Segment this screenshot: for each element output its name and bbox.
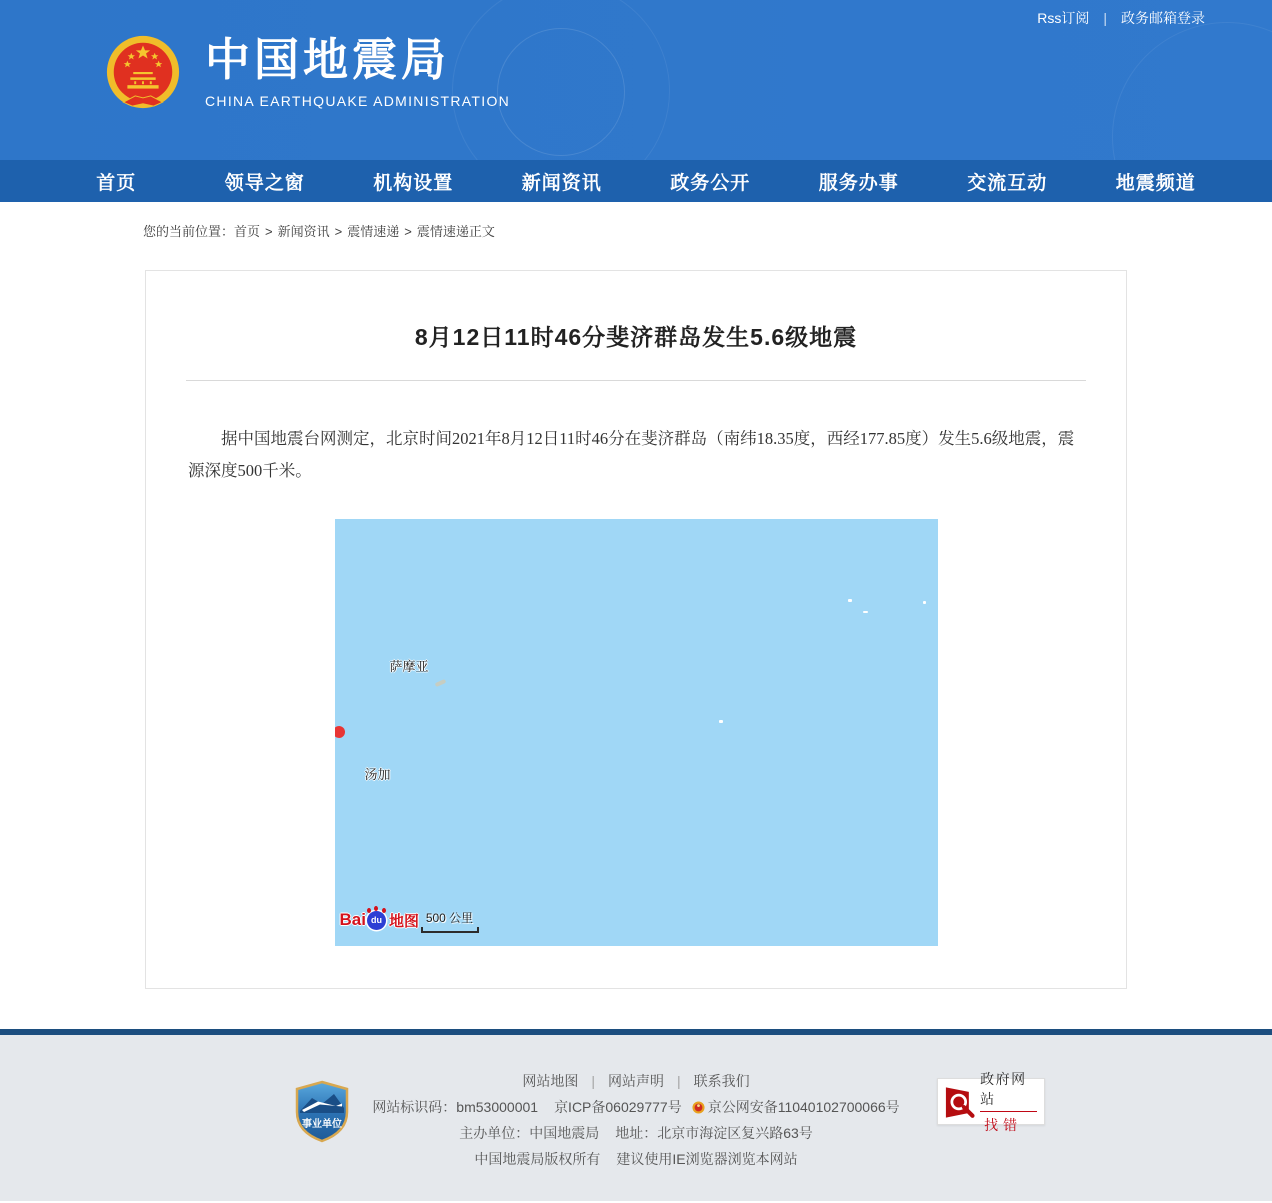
map-label-samoa: 萨摩亚: [389, 659, 429, 674]
map-island: [863, 611, 868, 613]
breadcrumb-separator: >: [265, 224, 273, 239]
map-scale-bar: [421, 927, 479, 933]
nav-item-services[interactable]: 服务办事: [818, 172, 899, 194]
map-island: [719, 720, 723, 723]
nav-item-eq-channel[interactable]: 地震频道: [1115, 172, 1196, 194]
nav-item-interaction[interactable]: 交流互动: [967, 172, 1048, 194]
site-title: 中国地震局: [205, 34, 451, 86]
magnifier-icon: [945, 1083, 976, 1121]
footer-copyright-row: [0, 1151, 1272, 1167]
copyright-text: 中国地震局版权所有: [474, 1151, 601, 1167]
footer-link-separator: |: [591, 1073, 595, 1089]
map-island: [923, 601, 926, 604]
brand-text: [205, 35, 510, 109]
site-brand[interactable]: [104, 33, 510, 111]
map-island: [434, 679, 446, 687]
article-body: 据中国地震台网测定，北京时间2021年8月12日11时46分在斐济群岛（南纬18.35度，西经177.85度）发生5.6级地震，震源深度500千米。: [188, 429, 1075, 480]
baidu-logo-bai: Bai: [339, 910, 366, 929]
baidu-logo-du: du: [370, 914, 382, 925]
map-scale: [421, 909, 479, 933]
breadcrumb-eq-express[interactable]: 震情速递: [347, 224, 400, 239]
header-top-links: [1037, 8, 1205, 28]
address-text: 地址：北京市海淀区复兴路63号: [615, 1125, 813, 1141]
breadcrumb-home[interactable]: 首页: [234, 224, 261, 239]
top-links-separator: |: [1103, 10, 1107, 26]
organizer-text: 主办单位：中国地震局: [459, 1125, 600, 1141]
title-divider: [186, 380, 1086, 381]
institution-shield-icon: [292, 1080, 352, 1144]
article-card: [145, 270, 1127, 989]
map-scale-label: 500 公里: [425, 911, 474, 925]
nav-item-structure[interactable]: 机构设置: [373, 172, 454, 194]
epicenter-marker: [335, 726, 345, 738]
error-badge-action: 找错: [984, 1116, 1023, 1133]
map-island: [848, 599, 852, 602]
map-label-tonga: 汤加: [364, 767, 391, 782]
breadcrumb-current: 震情速递正文: [416, 224, 495, 239]
nav-item-home[interactable]: 首页: [96, 172, 137, 194]
footer-center: [0, 1035, 1272, 1167]
baidu-logo-map-text: 地图: [388, 912, 419, 930]
site-header: [0, 0, 1272, 160]
baidu-map-logo[interactable]: [340, 909, 419, 931]
institution-badge-label: 事业单位: [302, 1119, 342, 1130]
browser-tip-text: 建议使用IE浏览器浏览本网站: [616, 1151, 798, 1167]
footer-statement-link[interactable]: 网站声明: [608, 1073, 664, 1089]
icp-license-link[interactable]: 京ICP备06029777号: [554, 1099, 682, 1115]
institution-badge[interactable]: [292, 1080, 352, 1149]
site-subtitle: CHINA EARTHQUAKE ADMINISTRATION: [205, 92, 511, 109]
police-registration-link[interactable]: 京公网安备11040102700066号: [707, 1099, 900, 1115]
site-id-code: 网站标识码：bm53000001: [372, 1099, 539, 1115]
baidu-paw-icon: [367, 911, 386, 930]
gov-mail-login-link[interactable]: 政务邮箱登录: [1121, 10, 1205, 26]
footer-sitemap-link[interactable]: 网站地图: [522, 1073, 579, 1089]
breadcrumb-separator: >: [404, 224, 412, 239]
footer-link-separator: |: [677, 1073, 681, 1089]
rss-subscribe-link[interactable]: Rss订阅: [1037, 10, 1090, 26]
national-emblem-icon: [104, 33, 182, 111]
breadcrumb-news[interactable]: 新闻资讯: [277, 224, 330, 239]
nav-item-news[interactable]: 新闻资讯: [521, 172, 602, 194]
error-badge-text: [980, 1069, 1037, 1135]
breadcrumb-separator: >: [334, 224, 343, 239]
error-badge-title: 政府网站: [980, 1069, 1037, 1112]
site-footer: [0, 1035, 1272, 1201]
header-deco-circle: [1112, 22, 1272, 160]
nav-item-gov-affairs[interactable]: 政务公开: [670, 172, 751, 194]
nav-item-leadership[interactable]: 领导之窗: [224, 172, 305, 194]
earthquake-map[interactable]: [335, 519, 938, 946]
footer-links-row: [0, 1073, 1272, 1089]
footer-registration-row: [0, 1099, 1272, 1115]
main-navigation: [0, 160, 1272, 202]
footer-contact-link[interactable]: 联系我们: [693, 1073, 750, 1089]
article-title: 8月12日11时46分斐济群岛发生5.6级地震: [414, 324, 858, 350]
gov-error-report-badge[interactable]: [937, 1070, 1045, 1133]
breadcrumb: [143, 221, 1272, 240]
police-badge-icon: [692, 1101, 705, 1114]
breadcrumb-prefix: 您的当前位置：: [143, 224, 235, 239]
footer-organizer-row: [0, 1125, 1272, 1141]
